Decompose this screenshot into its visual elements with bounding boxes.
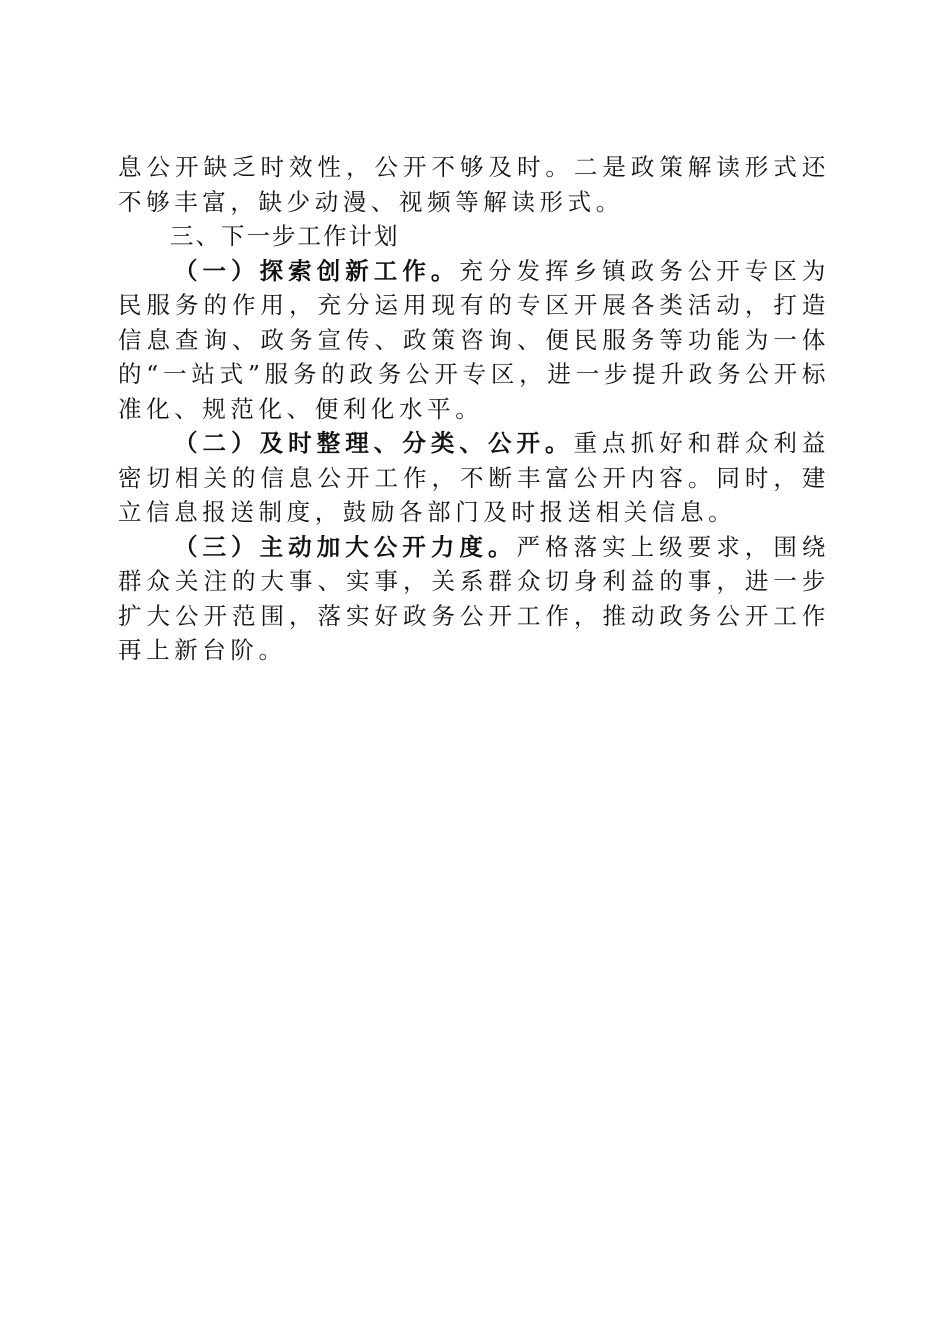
plan-item-2 xyxy=(118,426,830,530)
section-heading: 三、下一步工作计划 xyxy=(170,222,400,250)
continuation-paragraph: 息公开缺乏时效性，公开不够及时。二是政策解读形式还不够丰富，缺少动漫、视频等解读形式。 xyxy=(118,153,830,216)
plan-item-2-lead: （二）及时整理、分类、公开。 xyxy=(174,429,574,457)
plan-item-3-body: 严格落实上级要求，围绕群众关注的大事、实事，关系群众切身利益的事，进一步扩大公开范围，落实好政务公开工作，推动政务公开工作再上新台阶。 xyxy=(118,532,830,664)
document-body xyxy=(118,150,830,668)
plan-item-1-body: 充分发挥乡镇政务公开专区为民服务的作用，充分运用现有的专区开展各类活动，打造信息查询、政务宣传、政策咨询、便民服务等功能为一体的“一站式”服务的政务公开专区，进一步提升政务公开标准化、规范化、便利化水平。 xyxy=(118,256,830,423)
plan-item-3 xyxy=(118,530,830,668)
plan-item-2-body: 重点抓好和群众利益密切相关的信息公开工作，不断丰富公开内容。同时，建立信息报送制度，鼓励各部门及时报送相关信息。 xyxy=(118,429,831,526)
plan-item-3-lead: （三）主动加大公开力度。 xyxy=(174,532,517,561)
plan-item-1 xyxy=(118,254,830,427)
plan-item-1-lead: （一）探索创新工作。 xyxy=(174,256,460,285)
